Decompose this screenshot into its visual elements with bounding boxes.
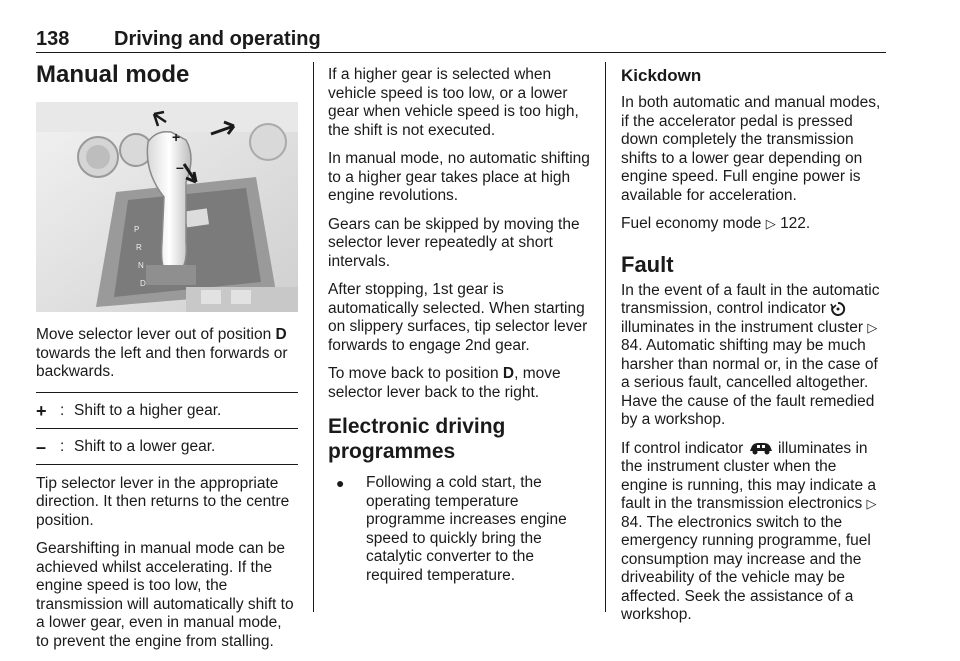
gear-selector-illustration <box>36 102 298 312</box>
page-reference: 84. <box>621 513 643 531</box>
transmission-fault-indicator-icon <box>830 301 846 317</box>
column-3 <box>621 66 885 635</box>
paragraph: Tip selector lever in the appropriate direction. It then returns to the centre position. <box>36 474 290 529</box>
legend-divider <box>36 464 298 465</box>
svg-text:N: N <box>138 261 144 270</box>
text-run: The electronics switch to the emergency running programme, fuel consumption may increase and the driveability of the vehicle may be affected. Seek the assistance of a workshop. <box>621 513 871 623</box>
column-divider <box>313 62 314 612</box>
list-item-text: Following a cold start, the operating temperature programme increases engine speed to quickly bring the catalytic converter to the required temperature. <box>366 474 567 584</box>
paragraph: In both automatic and manual modes, if the accelerator pedal is pressed down completely the transmission shifts to a lower gear depending on engine speed. Full engine power is available for acceleration. <box>621 94 881 204</box>
text-run: Fuel economy mode <box>621 215 766 232</box>
svg-text:+: + <box>172 129 181 145</box>
section-title: Manual mode <box>36 61 190 88</box>
paragraph <box>621 282 885 430</box>
column-1 <box>36 62 298 661</box>
text-run: illuminates in the instrument cluster when the engine is running, this may indicate a fault in the transmission electronics <box>621 439 877 512</box>
paragraph <box>328 365 590 402</box>
instruction-text <box>36 326 298 382</box>
paragraph <box>621 215 885 234</box>
svg-text:–: – <box>176 159 184 175</box>
paragraph: Gears can be skipped by moving the selector lever repeatedly at short intervals. <box>328 215 580 270</box>
text-run: towards the left and then forwards or backwards. <box>36 344 288 380</box>
paragraph: In manual mode, no automatic shifting to a higher gear takes place at high engine revolutions. <box>328 150 590 204</box>
plus-icon: + <box>36 401 47 422</box>
legend-colon: : <box>60 438 65 456</box>
text-run: If control indicator <box>621 439 748 457</box>
column-2 <box>328 66 590 585</box>
text-run: To move back to position <box>328 365 503 382</box>
legend-text: Shift to a lower gear. <box>74 438 216 456</box>
section-title: Fault <box>621 251 674 277</box>
svg-text:R: R <box>136 243 142 252</box>
legend-text: Shift to a higher gear. <box>74 402 222 420</box>
paragraph <box>621 440 885 625</box>
reference-arrow-icon: ▷ <box>765 216 776 231</box>
paragraph: After stopping, 1st gear is automatically selected. When starting on slippery surfaces, tip selector lever forwards to engage 2nd gear. <box>328 281 588 354</box>
legend-divider <box>36 392 298 393</box>
paragraph: Gearshifting in manual mode can be achieved whilst accelerating. If the engine speed is too low, the transmission will automatically shift to a lower gear, even in manual mode, to prevent the engine from stalling. <box>36 540 294 650</box>
gear-position-label: D <box>275 326 287 343</box>
bullet-list <box>328 474 590 585</box>
reference-arrow-icon: ▷ <box>867 319 878 335</box>
legend-divider <box>36 428 298 429</box>
text-run: Move selector lever out of position <box>36 326 276 343</box>
minus-icon: – <box>36 437 47 458</box>
paragraph: If a higher gear is selected when vehicle speed is too low, or a lower gear when vehicle speed is too high, the shift is not executed. <box>328 66 579 139</box>
bullet-icon: ● <box>336 475 345 491</box>
car-indicator-icon <box>748 441 774 455</box>
subsection-title: Kickdown <box>621 66 702 85</box>
section-title: Electronic driving programmes <box>328 415 506 463</box>
text-run: illuminates in the instrument cluster <box>621 318 868 336</box>
legend-colon: : <box>60 402 65 420</box>
page-reference: 84. <box>621 337 643 354</box>
text-run: In the event of a fault in the automatic transmission, control indicator <box>621 281 880 317</box>
svg-text:D: D <box>140 279 146 288</box>
legend-row <box>36 435 298 461</box>
column-divider <box>605 62 606 612</box>
text-run: , move selector lever back to the right. <box>328 365 561 401</box>
text-run: Automatic shifting may be much harsher than normal or, in the case of a serious fault, cancelled altogether. Have the cause of the fault remedied by a workshop. <box>621 337 878 428</box>
page-header <box>36 26 886 53</box>
legend-row <box>36 399 298 425</box>
gear-position-label: D <box>502 365 515 382</box>
svg-text:P: P <box>134 225 140 234</box>
page-reference: 122. <box>780 215 811 232</box>
list-item <box>328 474 590 585</box>
section-name: Driving and operating <box>114 28 321 50</box>
reference-arrow-icon: ▷ <box>866 496 877 511</box>
page-number: 138 <box>36 28 70 50</box>
